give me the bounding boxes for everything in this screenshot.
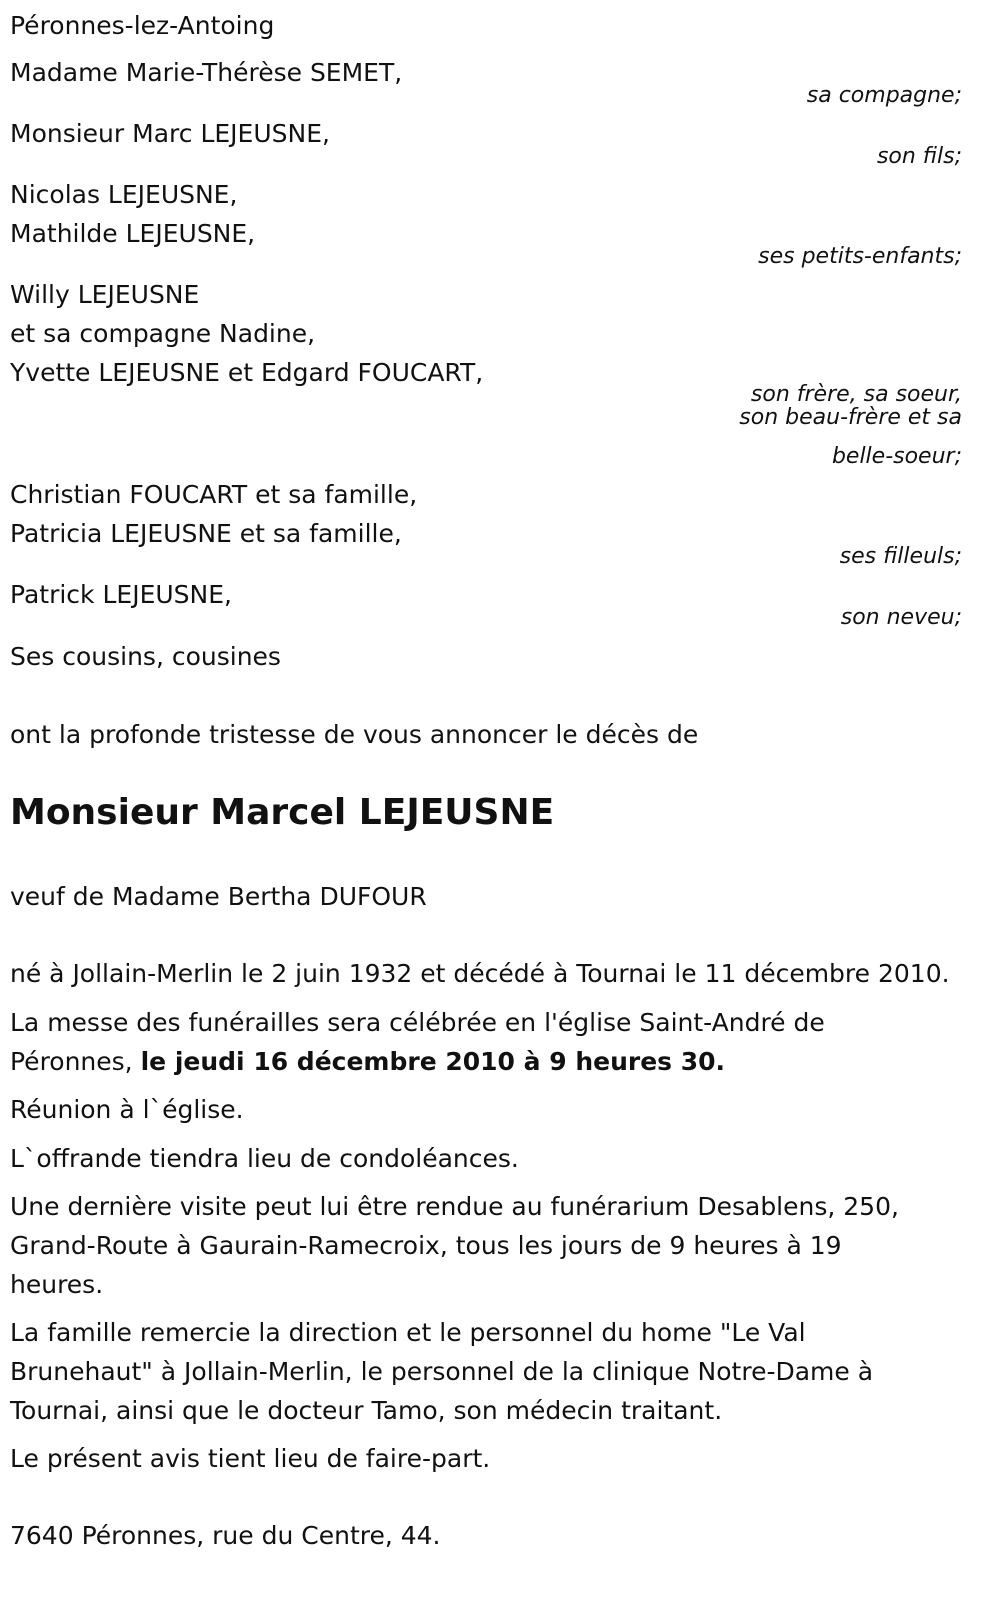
- mass-line: La messe des funérailles sera célébrée en l'église Saint-André de: [10, 1008, 825, 1037]
- birth-death: né à Jollain-Merlin le 2 juin 1932 et décédé à Tournai le 11 décembre 2010.: [10, 959, 950, 988]
- thanks-line: Tournai, ainsi que le docteur Tamo, son médecin traitant.: [10, 1396, 723, 1425]
- visit-line: heures.: [10, 1270, 104, 1299]
- mass-line: [10, 1042, 725, 1081]
- family-relation: ses petits-enfants;: [758, 244, 962, 269]
- family-name: Christian FOUCART et sa famille,: [10, 480, 418, 509]
- offering: L`offrande tiendra lieu de condoléances.: [10, 1144, 519, 1173]
- family-relation: son neveu;: [840, 605, 962, 630]
- town: Péronnes-lez-Antoing: [10, 11, 275, 40]
- family-name: Willy LEJEUSNE: [10, 280, 200, 309]
- family-name: Yvette LEJEUSNE et Edgard FOUCART,: [10, 358, 484, 387]
- family-name: Madame Marie-Thérèse SEMET,: [10, 58, 403, 87]
- family-name: Monsieur Marc LEJEUSNE,: [10, 119, 330, 148]
- visit-line: Une dernière visite peut lui être rendue au funérarium Desablens, 250,: [10, 1192, 899, 1221]
- mass-date: le jeudi 16 décembre 2010 à 9 heures 30.: [140, 1047, 726, 1076]
- notice: Le présent avis tient lieu de faire-part.: [10, 1444, 491, 1473]
- visit-line: Grand-Route à Gaurain-Ramecroix, tous les jours de 9 heures à 19: [10, 1231, 842, 1260]
- family-relation: son frère, sa soeur,: [750, 382, 962, 407]
- family-name: Mathilde LEJEUSNE,: [10, 219, 256, 248]
- thanks-line: La famille remercie la direction et le personnel du home "Le Val: [10, 1318, 806, 1347]
- mass-place: Péronnes,: [10, 1047, 141, 1076]
- family-relation: belle-soeur;: [831, 444, 962, 469]
- announcement: ont la profonde tristesse de vous annoncer le décès de: [10, 720, 699, 749]
- family-name: et sa compagne Nadine,: [10, 319, 316, 348]
- family-name: Patrick LEJEUSNE,: [10, 580, 232, 609]
- address: 7640 Péronnes, rue du Centre, 44.: [10, 1521, 441, 1550]
- deceased-name: Monsieur Marcel LEJEUSNE: [10, 792, 555, 833]
- widower-line: veuf de Madame Bertha DUFOUR: [10, 882, 427, 911]
- family-name: Nicolas LEJEUSNE,: [10, 180, 238, 209]
- family-name: Ses cousins, cousines: [10, 642, 281, 671]
- family-relation: son beau-frère et sa: [739, 405, 962, 430]
- family-name: Patricia LEJEUSNE et sa famille,: [10, 519, 402, 548]
- family-relation: ses filleuls;: [839, 544, 962, 569]
- thanks-line: Brunehaut" à Jollain-Merlin, le personnel de la clinique Notre-Dame à: [10, 1357, 874, 1386]
- meeting: Réunion à l`église.: [10, 1095, 244, 1124]
- family-relation: son fils;: [876, 144, 962, 169]
- family-relation: sa compagne;: [806, 83, 962, 108]
